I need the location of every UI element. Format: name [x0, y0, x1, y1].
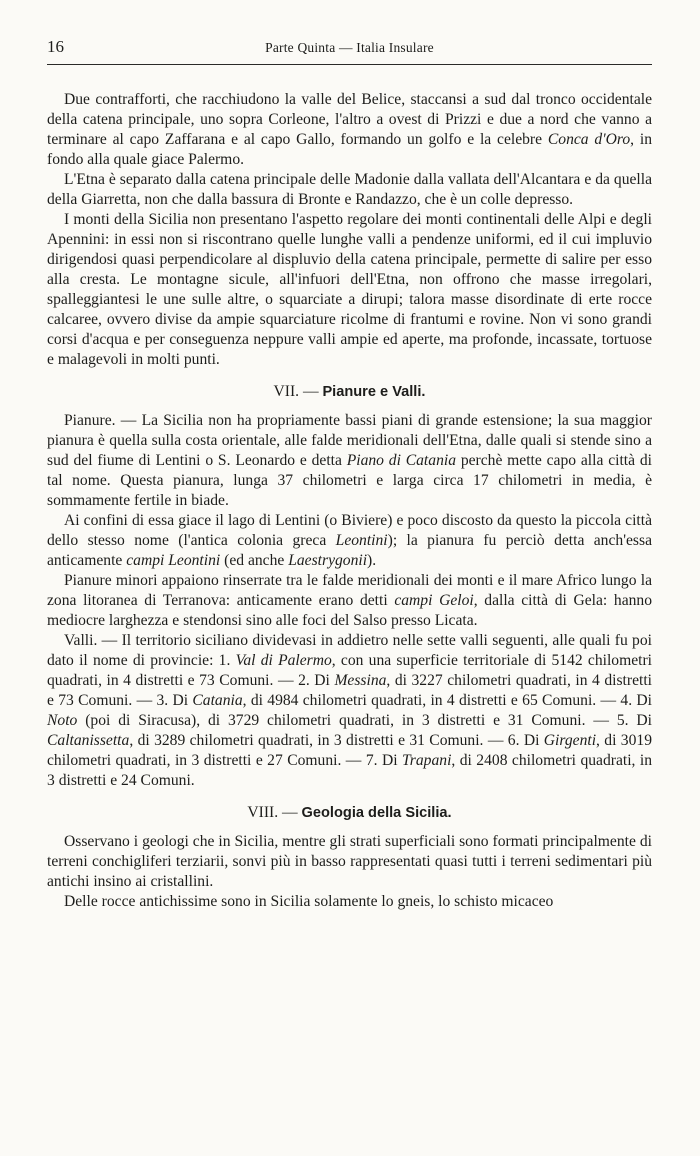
paragraph-valli: Valli. — Il territorio siciliano dividevasi in addietro nelle sette valli seguenti, alle quali fu poi dato il nome di provincie: 1. Val di Palermo, con una superficie territoriale di 5142 chilometri quadrati, in 4 distretti e 73 Comuni. — 2. Di Messina, di 3227 chilometri quadrati, in 4 distretti e 73 Comuni. — 3. Di Catania, di 4984 chilometri quadrati, in 4 distretti e 65 Comuni. — 4. Di Noto (poi di Siracusa), di 3729 chilometri quadrati, in 3 distretti e 31 Comuni. — 5. Di Caltanissetta, di 3289 chilometri quadrati, in 3 distretti e 31 Comuni. — 6. Di Girgenti, di 3019 chilometri quadrati, in 3 distretti e 27 Comuni. — 7. Di Trapani, di 2408 chilometri quadrati, in 3 distretti e 24 Comuni.	[47, 632, 653, 789]
paragraph-contrafforti: Due contrafforti, che racchiudono la valle del Belice, staccansi a sud dal tronco occidentale della catena principale, uno sopra Corleone, l'altro a ovest di Prizzi e due a nord che vanno a terminare al capo Zaffarana e al capo Gallo, formando un golfo e la celebre Conca d'Oro, in fondo alla quale giace Palermo.	[47, 91, 652, 168]
running-head: Parte Quinta — Italia Insulare	[265, 40, 434, 55]
paragraph-pianure-minori: Pianure minori appaiono rinserrate tra le falde meridionali dei monti e il mare Africo lungo la zona litoranea di Terranova: anticamente erano detti campi Geloi, dalla città di Gela: hanno mediocre larghezza e stendonsi sino alle foci del Salso presso Licata.	[47, 572, 653, 629]
paragraph-rocce: Delle rocce antichissime sono in Sicilia solamente lo gneis, lo schisto micaceo	[64, 893, 554, 910]
page-body	[47, 64, 652, 912]
header-rule	[47, 64, 652, 65]
paragraph-pianure: Pianure. — La Sicilia non ha propriamente bassi piani di grande estensione; la sua maggior pianura è quella sulla costa orientale, alle falde meridionali dell'Etna, dalle quali si stende sino a sud del fiume di Lentini o S. Leonardo e detta Piano di Catania perchè mette capo alla città di tal nome. Questa pianura, lunga 37 chilometri e larga circa 17 chilometri in media, è sommamente fertile in biade.	[47, 412, 652, 509]
page-number: 16	[47, 37, 64, 56]
page-header	[47, 0, 652, 64]
section-heading-pianure-valli: VII. — Pianure e Valli.	[273, 383, 426, 400]
paragraph-etna: L'Etna è separato dalla catena principale delle Madonie dalla vallata dell'Alcantara e da quella della Giarretta, non che dalla bassura di Bronte e Randazzo, che è un colle depresso.	[47, 171, 652, 208]
paragraph-geologi: Osservano i geologi che in Sicilia, mentre gli strati superficiali sono formati principalmente di terreni conchigliferi terziarii, sonvi più in basso rappresentati quasi tutti i terreni sedimentari più antichi insino ai cristallini.	[47, 833, 652, 890]
section-heading-geologia: VIII. — Geologia della Sicilia.	[247, 804, 452, 821]
paragraph-monti: I monti della Sicilia non presentano l'aspetto regolare dei monti continentali delle Alpi e degli Apennini: in essi non si riscontrano quelle lunghe valli a pendenze uniformi, ed il cui impluvio dirigendosi quasi perpendicolare al displuvio della catena principale, permette di salire per esso alla cresta. Le montagne sicule, all'infuori dell'Etna, non offrono che masse irregolari, spalleggiantesi le une sulle altre, o squarciate a dirupi; talora masse disordinate di erte rocce calcaree, ovvero divise da ampie squarciature ricolme di frantumi e rovine. Non vi sono grandi corsi d'acqua e per conseguenza neppure valli ampie ed aperte, ma profonde, incassate, tortuose e malagevoli in molti punti.	[47, 211, 652, 368]
paragraph-lentini: Ai confini di essa giace il lago di Lentini (o Biviere) e poco discosto da questo la piccola città dello stesso nome (l'antica colonia greca Leontini); la pianura fu perciò detta anch'essa anticamente campi Leontini (ed anche Laestrygonii).	[47, 512, 652, 569]
